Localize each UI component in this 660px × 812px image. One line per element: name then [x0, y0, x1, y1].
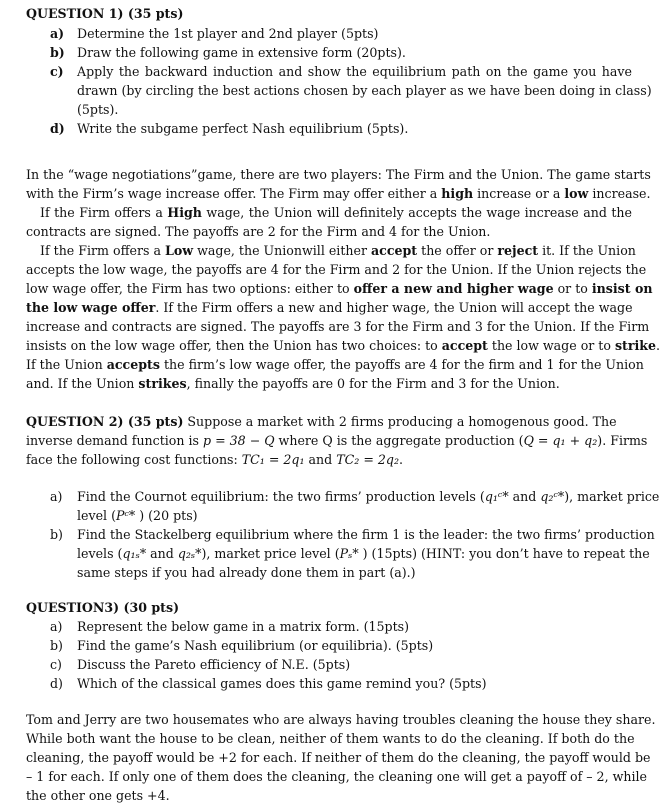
- q3-story-line: the other one gets +4.: [26, 788, 170, 803]
- q3-item-c-label: c): [50, 657, 62, 672]
- q3-item-a-label: a): [50, 619, 63, 634]
- q3-item-d-label: d): [50, 676, 63, 691]
- q1-item-c-line3: (5pts).: [77, 102, 119, 117]
- q2-item-b-line2: levels (q₁ₛ* and q₂ₛ*), market price level (Pₛ* ) (15pts) (HINT: you don’t have to repeat the: [77, 546, 650, 561]
- q1-story-line: In the “wage negotiations”game, there are two players: The Firm and the Union. The game starts: [26, 167, 651, 182]
- q3-story-line: cleaning, the payoff would be +2 for each. If neither of them do the cleaning, the payoff would be: [26, 750, 651, 765]
- q1-story-line: contracts are signed. The payoffs are 2 for the Firm and 4 for the Union.: [26, 224, 491, 239]
- q2-item-a-label: a): [50, 489, 63, 504]
- q2-title: QUESTION 2) (35 pts): [26, 414, 184, 429]
- q1-story-line: accepts the low wage, the payoffs are 4 for the Firm and 2 for the Union. If the Union rejects the: [26, 262, 647, 277]
- q1-story-line: with the Firm’s wage increase offer. The Firm may offer either a high increase or a low increase.: [26, 186, 651, 201]
- q1-story-line: increase and contracts are signed. The payoffs are 3 for the Firm and 3 for the Union. If the Firm: [26, 319, 650, 334]
- q3-title: QUESTION3) (30 pts): [26, 600, 180, 615]
- q1-item-d-label: d): [50, 121, 65, 136]
- q3-story-line: – 1 for each. If only one of them does the cleaning, the cleaning one will get a payoff of – 2, while: [26, 769, 647, 784]
- q2-item-a-line2: level (Pᶜ* ) (20 pts): [77, 508, 198, 523]
- q2-item-a-line1: Find the Cournot equilibrium: the two firms’ production levels (q₁ᶜ* and q₂ᶜ*), market price: [77, 489, 660, 504]
- q1-story-line: If the Firm offers a High wage, the Union will definitely accepts the wage increase and the: [40, 205, 632, 220]
- q3-story-line: While both want the house to be clean, neither of them wants to do the cleaning. If both do the: [26, 731, 635, 746]
- aggregate-equation: Q = q₁ + q₂: [523, 433, 598, 448]
- q3-item-a-text: Represent the below game in a matrix form. (15pts): [77, 619, 410, 634]
- q1-item-c-line1: Apply the backward induction and show the equilibrium path on the game you have: [77, 64, 632, 79]
- q1-story-line: and. If the Union strikes, finally the payoffs are 0 for the Firm and 3 for the Union.: [26, 376, 560, 391]
- q1-item-a-label: a): [50, 26, 65, 41]
- q1-title: QUESTION 1) (35 pts): [26, 6, 184, 21]
- q2-intro-line1: QUESTION 2) (35 pts) Suppose a market with 2 firms producing a homogenous good. The: [26, 414, 617, 429]
- demand-equation: p = 38 − Q: [203, 433, 275, 448]
- q2-item-b-line1: Find the Stackelberg equilibrium where the firm 1 is the leader: the two firms’ production: [77, 527, 655, 542]
- q1-item-c-line2: drawn (by circling the best actions chosen by each player as we have been doing in class): [77, 83, 652, 98]
- q1-story-line: If the Union accepts the firm’s low wage offer, the payoffs are 4 for the firm and 1 for the Union: [26, 357, 644, 372]
- q1-item-a-text: Determine the 1st player and 2nd player (5pts): [77, 26, 379, 41]
- q2-item-b-label: b): [50, 527, 63, 542]
- q1-item-b-label: b): [50, 45, 65, 60]
- q1-item-b-text: Draw the following game in extensive form (20pts).: [77, 45, 406, 60]
- cost-function-1: TC₁ = 2q₁: [241, 452, 305, 467]
- q1-story-line: If the Firm offers a Low wage, the Unionwill either accept the offer or reject it. If the Union: [40, 243, 636, 258]
- q1-item-c-label: c): [50, 64, 64, 79]
- q2-intro-line2: inverse demand function is p = 38 − Q where Q is the aggregate production (Q = q₁ + q₂). Firms: [26, 433, 648, 448]
- cost-function-2: TC₂ = 2q₂: [336, 452, 400, 467]
- q1-story-line: the low wage offer. If the Firm offers a new and higher wage, the Union will accept the wage: [26, 300, 633, 315]
- q3-story-line: Tom and Jerry are two housemates who are always having troubles cleaning the house they share.: [26, 712, 656, 727]
- q1-story-line: low wage offer, the Firm has two options: either to offer a new and higher wage or to insist on: [26, 281, 653, 296]
- q2-item-b-line3: same steps if you had already done them in part (a).): [77, 565, 416, 580]
- q2-intro-line3: face the following cost functions: TC₁ = 2q₁ and TC₂ = 2q₂.: [26, 452, 404, 467]
- q3-item-c-text: Discuss the Pareto efficiency of N.E. (5pts): [77, 657, 351, 672]
- q3-item-b-label: b): [50, 638, 63, 653]
- q1-story-line: insists on the low wage offer, then the Union has two choices: to accept the low wage or to strike.: [26, 338, 660, 353]
- q3-item-b-text: Find the game’s Nash equilibrium (or equilibria). (5pts): [77, 638, 434, 653]
- q1-item-d-text: Write the subgame perfect Nash equilibrium (5pts).: [77, 121, 409, 136]
- q3-item-d-text: Which of the classical games does this game remind you? (5pts): [77, 676, 487, 691]
